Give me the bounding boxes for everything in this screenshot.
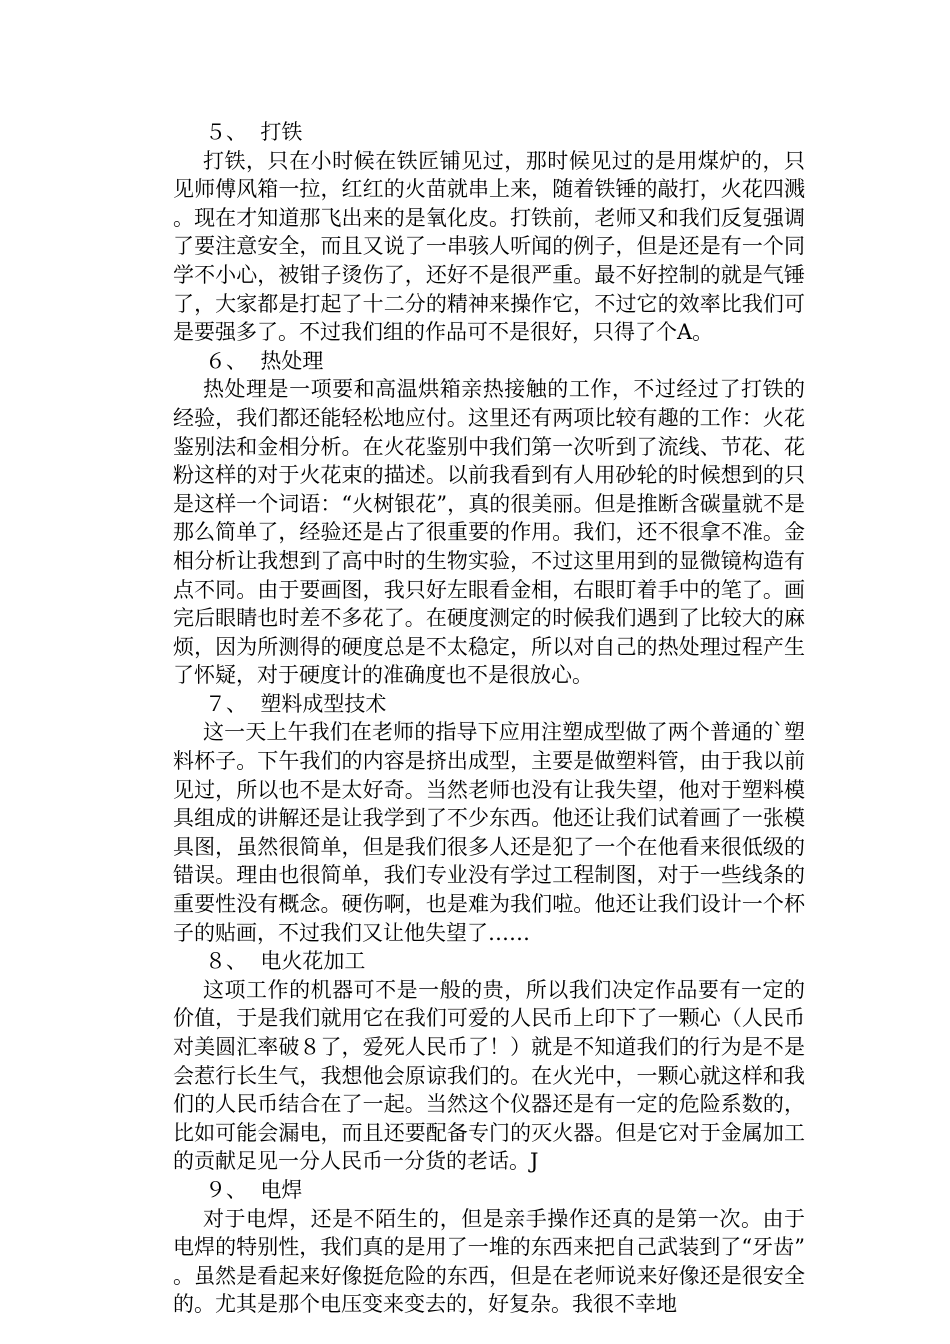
section-body-plastic-molding: 这一天上午我们在老师的指导下应用注塑成型做了两个普通的`塑料杯子。下午我们的内容是挤出成型，主要是做塑料管，由于我以前见过，所以也不是太好奇。当然老师也没有让我失望，他对于塑料模具组成的讲解还是让我学到了不少东西。他还让我们试着画了一张模具图，虽然很简单，但是我们很多人还是犯了一个在他看来很低级的错误。理由也很简单，我们专业没有学过工程制图，对于一些线条的重要性没有概念。硬伤啊，也是难为我们啦。他还让我们设计一个杯子的贴画，不过我们又让他失望了…… bbox=[173, 720, 805, 945]
section-body-edm: 这项工作的机器可不是一般的贵，所以我们决定作品要有一定的价值，于是我们就用它在我们可爱的人民币上印下了一颗心（人民币对美圆汇率破８了，爱死人民币了！）就是不知道我们的行为是不是会惹行长生气，我想他会原谅我们的。在火光中，一颗心就这样和我们的人民币结合在了一起。当然这个仪器还是有一定的危险系数的，比如可能会漏电，而且还要配备专门的灭火器。但是它对于金属加工的贡献足见一分人民币一分货的老话。J bbox=[173, 977, 805, 1174]
section-heading-heat-treatment: ６、 热处理 bbox=[205, 348, 324, 373]
section-heading-welding: ９、 电焊 bbox=[205, 1177, 303, 1202]
section-body-heat-treatment: 热处理是一项要和高温烘箱亲热接触的工作，不过经过了打铁的经验，我们都还能轻松地应付。这里还有两项比较有趣的工作：火花鉴别法和金相分析。在火花鉴别中我们第一次听到了流线、节花、花粉这样的对于火花束的描述。以前我看到有人用砂轮的时候想到的只是这样一个词语：“火树银花”，真的很美丽。但是推断含碳量就不是那么简单了，经验还是占了很重要的作用。我们，还不很拿不准。金相分析让我想到了高中时的生物实验，不过这里用到的显微镜构造有点不同。由于要画图，我只好左眼看金相，右眼盯着手中的笔了。画完后眼睛也时差不多花了。在硬度测定的时候我们遇到了比较大的麻烦，因为所测得的硬度总是不太稳定，所以对自己的热处理过程产生了怀疑，对于硬度计的准确度也不是很放心。 bbox=[173, 377, 805, 688]
section-heading-edm: ８、 电火花加工 bbox=[205, 949, 366, 974]
section-heading-plastic-molding: ７、 塑料成型技术 bbox=[205, 691, 387, 716]
section-heading-forging: ５、 打铁 bbox=[205, 120, 303, 144]
section-body-welding: 对于电焊，还是不陌生的，但是亲手操作还真的是第一次。由于电焊的特别性，我们真的是用了一堆的东西来把自己武装到了“牙齿”。虽然是看起来好像挺危险的东西，但是在老师说来好像还是很安全的。尤其是那个电压变来变去的，好复杂。我很不幸地 bbox=[173, 1206, 805, 1317]
document-page bbox=[173, 118, 805, 1319]
section-body-forging: 打铁，只在小时候在铁匠铺见过，那时候见过的是用煤炉的，只见师傅风箱一拉，红红的火苗就串上来，随着铁锤的敲打，火花四溅。现在才知道那飞出来的是氧化皮。打铁前，老师又和我们反复强调了要注意安全，而且又说了一串骇人听闻的例子，但是还是有一个同学不小心，被钳子烫伤了，还好不是很严重。最不好控制的就是气锤了，大家都是打起了十二分的精神来操作它，不过它的效率比我们可是要强多了。不过我们组的作品可不是很好，只得了个A。 bbox=[173, 148, 805, 345]
